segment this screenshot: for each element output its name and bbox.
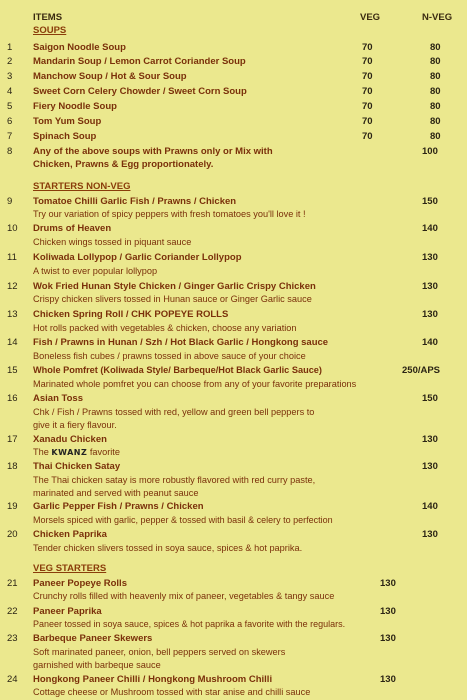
- item-number: 8: [7, 146, 13, 157]
- item-description: Boneless fish cubes / prawns tossed in above sauce of your choice: [33, 351, 306, 361]
- item-number: 6: [7, 116, 13, 127]
- nveg-price: 80: [430, 131, 441, 142]
- item-name: Paneer Popeye Rolls: [33, 578, 127, 589]
- veg-header: VEG: [360, 12, 381, 23]
- price: 140: [422, 337, 438, 348]
- item-name: Barbeque Paneer Skewers: [33, 633, 153, 644]
- item-description: Crispy chicken slivers tossed in Hunan sauce or Ginger Garlic sauce: [33, 294, 312, 304]
- section-title-starters-nonveg: STARTERS NON-VEG: [33, 181, 131, 192]
- item-description: A twist to ever popular lollypop: [33, 266, 158, 276]
- item-name: Hongkong Paneer Chilli / Hongkong Mushroom Chilli: [33, 674, 273, 685]
- veg-price: 70: [362, 56, 373, 67]
- item-name: Tomatoe Chilli Garlic Fish / Prawns / Chicken: [33, 196, 237, 207]
- item-description: The Thai chicken satay is more robustly flavored with red curry paste,: [33, 475, 316, 485]
- item-number: 22: [7, 606, 18, 617]
- item-name: Spinach Soup: [33, 131, 97, 142]
- item-name: Sweet Corn Celery Chowder / Sweet Corn Soup: [33, 86, 247, 97]
- item-description: Soft marinated paneer, onion, bell peppers served on skewers: [33, 647, 286, 657]
- item-number: 18: [7, 461, 18, 472]
- item-description: Chk / Fish / Prawns tossed with red, yellow and green bell peppers to: [33, 407, 315, 417]
- item-description: Cottage cheese or Mushroom tossed with star anise and chilli sauce: [33, 687, 311, 697]
- item-name: Fiery Noodle Soup: [33, 101, 117, 112]
- item-name: Drums of Heaven: [33, 223, 112, 234]
- item-number: 13: [7, 309, 18, 320]
- item-name: Mandarin Soup / Lemon Carrot Coriander Soup: [33, 56, 246, 67]
- column-header: [0, 12, 467, 24]
- item-number: 2: [7, 56, 13, 67]
- nveg-header: N-VEG: [422, 12, 453, 23]
- item-name: Tom Yum Soup: [33, 116, 102, 127]
- item-number: 20: [7, 529, 18, 540]
- item-number: 23: [7, 633, 18, 644]
- item-number: 5: [7, 101, 13, 112]
- items-header: ITEMS: [33, 12, 63, 23]
- item-number: 4: [7, 86, 13, 97]
- veg-price: 70: [362, 86, 373, 97]
- price: 130: [422, 309, 438, 320]
- item-description-continued: give it a fiery flavour.: [33, 420, 117, 430]
- item-description: Crunchy rolls filled with heavenly mix of paneer, vegetables & tangy sauce: [33, 591, 335, 601]
- item-description: Marinated whole pomfret you can choose from any of your favorite preparations: [33, 379, 357, 389]
- item-description: Try our variation of spicy peppers with fresh tomatoes you'll love it !: [33, 209, 306, 219]
- veg-price: 70: [362, 42, 373, 53]
- item-description: Tender chicken slivers tossed in soya sauce, spices & hot paprika.: [33, 543, 303, 553]
- item-name-continued: Chicken, Prawns & Egg proportionately.: [33, 159, 214, 170]
- item-number: 10: [7, 223, 18, 234]
- item-description-continued: marinated and served with peanut sauce: [33, 488, 199, 498]
- item-number: 11: [7, 252, 17, 263]
- price: 130: [422, 434, 438, 445]
- section-title-soups: SOUPS: [33, 25, 67, 36]
- item-name: Paneer Paprika: [33, 606, 102, 617]
- item-number: 17: [7, 434, 18, 445]
- item-name: Wok Fried Hunan Style Chicken / Ginger Garlic Crispy Chicken: [33, 281, 316, 292]
- price: 140: [422, 223, 438, 234]
- item-description: Chicken wings tossed in piquant sauce: [33, 237, 192, 247]
- nveg-price: 80: [430, 71, 441, 82]
- item-name: Fish / Prawns in Hunan / Szh / Hot Black Garlic / Hongkong sauce: [33, 337, 329, 348]
- price: 150: [422, 196, 438, 207]
- price: 130: [380, 578, 396, 589]
- price: 100: [422, 146, 438, 157]
- item-description: [33, 447, 120, 457]
- item-number: 21: [7, 578, 18, 589]
- price: 250/APS: [402, 365, 441, 376]
- price: 130: [422, 461, 438, 472]
- item-name: Thai Chicken Satay: [33, 461, 121, 472]
- item-number: 9: [7, 196, 13, 207]
- price: 130: [422, 281, 438, 292]
- item-number: 3: [7, 71, 13, 82]
- item-name: Manchow Soup / Hot & Sour Soup: [33, 71, 187, 82]
- item-number: 12: [7, 281, 18, 292]
- item-number: 15: [7, 365, 18, 376]
- nveg-price: 80: [430, 116, 441, 127]
- price: 130: [380, 633, 396, 644]
- nveg-price: 80: [430, 101, 441, 112]
- item-description-continued: garnished with barbeque sauce: [33, 660, 161, 670]
- section-title-veg-starters: VEG STARTERS: [33, 563, 107, 574]
- item-number: 1: [7, 42, 13, 53]
- item-name: Garlic Pepper Fish / Prawns / Chicken: [33, 501, 204, 512]
- item-number: 24: [7, 674, 18, 685]
- veg-price: 70: [362, 101, 373, 112]
- item-number: 7: [7, 131, 13, 142]
- veg-price: 70: [362, 116, 373, 127]
- item-number: 14: [7, 337, 18, 348]
- price: 130: [380, 674, 396, 685]
- item-name: Asian Toss: [33, 393, 83, 404]
- item-name: Any of the above soups with Prawns only or Mix with: [33, 146, 273, 157]
- item-name: Chicken Spring Roll / CHK POPEYE ROLLS: [33, 309, 229, 320]
- kwanz-brand-text: KWANZ: [51, 448, 88, 457]
- veg-price: 70: [362, 131, 373, 142]
- price: 130: [422, 252, 438, 263]
- nveg-price: 80: [430, 42, 441, 53]
- description-suffix: favorite: [89, 447, 120, 457]
- price: 130: [380, 606, 396, 617]
- price: 140: [422, 501, 438, 512]
- item-number: 16: [7, 393, 18, 404]
- item-name: Chicken Paprika: [33, 529, 107, 540]
- nveg-price: 80: [430, 56, 441, 67]
- description-prefix: The: [33, 447, 49, 457]
- item-number: 19: [7, 501, 18, 512]
- item-name: Xanadu Chicken: [33, 434, 107, 445]
- item-description: Paneer tossed in soya sauce, spices & hot paprika a favorite with the regulars.: [33, 619, 346, 629]
- item-name: Whole Pomfret (Koliwada Style/ Barbeque/Hot Black Garlic Sauce): [33, 365, 322, 375]
- item-name: Koliwada Lollypop / Garlic Coriander Lollypop: [33, 252, 242, 263]
- item-description: Hot rolls packed with vegetables & chicken, choose any variation: [33, 323, 297, 333]
- veg-price: 70: [362, 71, 373, 82]
- item-description: Morsels spiced with garlic, pepper & tossed with basil & celery to perfection: [33, 515, 333, 525]
- price: 130: [422, 529, 438, 540]
- nveg-price: 80: [430, 86, 441, 97]
- price: 150: [422, 393, 438, 404]
- item-name: Saigon Noodle Soup: [33, 42, 126, 53]
